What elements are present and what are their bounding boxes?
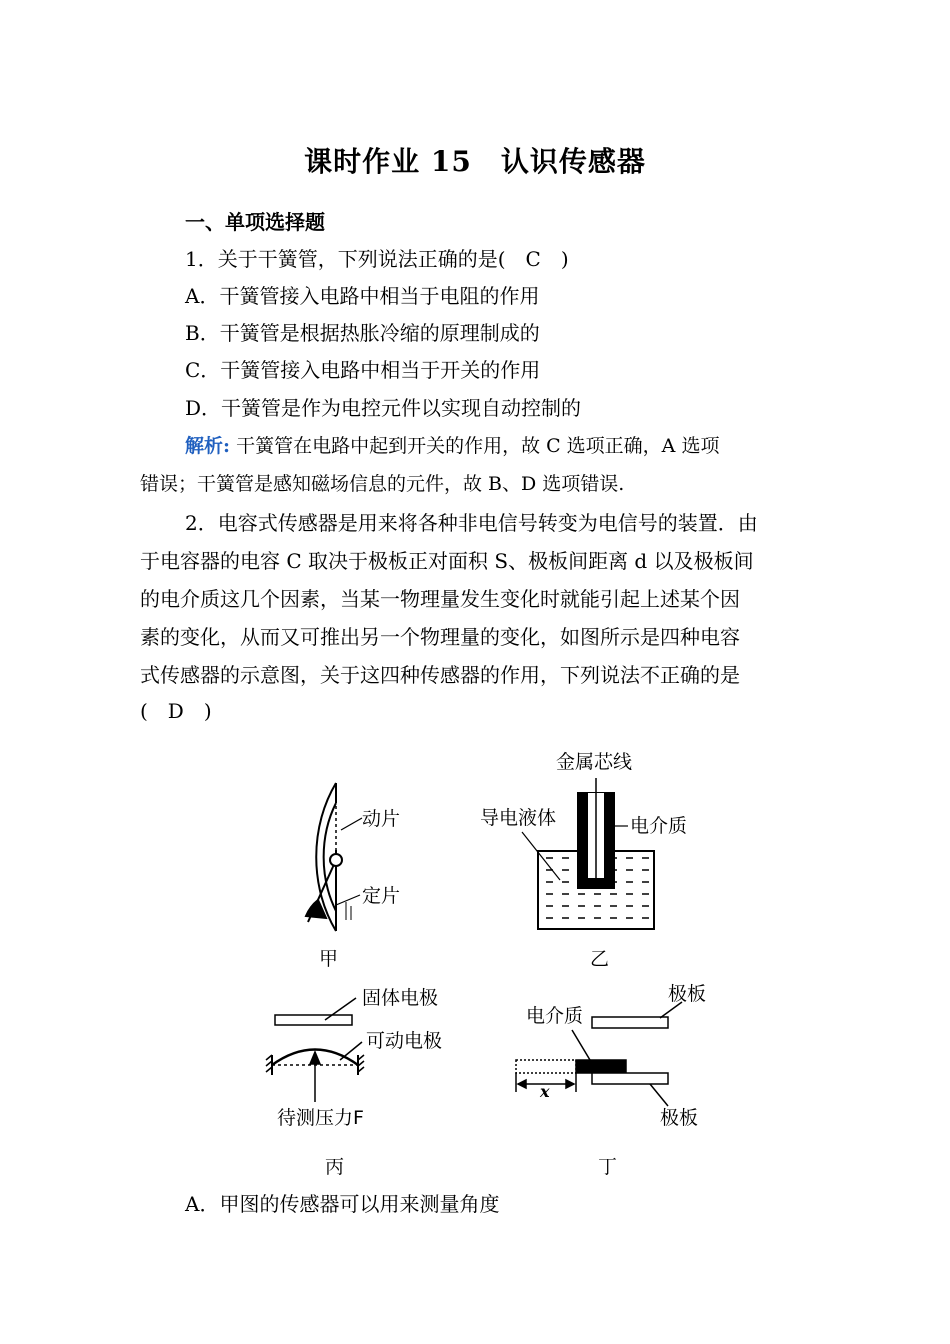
- ding-x-label: x: [540, 1082, 550, 1101]
- q2-option-a: A．甲图的传感器可以用来测量角度: [185, 1192, 500, 1216]
- q1-option-b: B．干簧管是根据热胀冷缩的原理制成的: [185, 321, 540, 345]
- q2-line-5: 式传感器的示意图，关于这四种传感器的作用，下列说法不正确的是: [140, 663, 740, 687]
- q1-analysis: [185, 428, 812, 464]
- q1-option-c: C．干簧管接入电路中相当于开关的作用: [185, 358, 541, 382]
- jia-moving-label: 动片: [362, 808, 401, 830]
- bing-solid-label: 固体电极: [362, 987, 439, 1009]
- page-title: 课时作业 15 认识传感器: [304, 145, 646, 178]
- bing-caption: 丙: [325, 1156, 345, 1178]
- q2-line-6: ( D ): [140, 699, 212, 723]
- yi-caption: 乙: [590, 948, 610, 970]
- q2-line-2: 于电容器的电容 C 取决于极板正对面积 S、极板间距离 d 以及极板间: [140, 549, 754, 573]
- diagram-ding: [516, 1002, 682, 1106]
- ding-plate-bottom-label: 极板: [660, 1107, 699, 1129]
- yi-core-label: 金属芯线: [556, 751, 633, 773]
- analysis-label: 解析:: [185, 435, 231, 457]
- q1-option-a: A．干簧管接入电路中相当于电阻的作用: [185, 284, 540, 308]
- jia-caption: 甲: [319, 948, 339, 970]
- diagram-yi: [522, 778, 654, 929]
- bing-force-label: 待测压力F: [277, 1107, 364, 1129]
- q2-line-3: 的电介质这几个因素，当某一物理量发生变化时就能引起上述某个因: [140, 587, 740, 611]
- section-heading: 一、单项选择题: [185, 210, 325, 234]
- analysis-line1: 干簧管在电路中起到开关的作用，故 C 选项正确，A 选项: [236, 435, 720, 457]
- ding-dielectric-label: 电介质: [526, 1005, 584, 1027]
- q1-option-d: D．干簧管是作为电控元件以实现自动控制的: [185, 396, 582, 420]
- ding-caption: 丁: [598, 1156, 618, 1178]
- ding-plate-top-label: 极板: [668, 983, 707, 1005]
- diagram-bing: [266, 998, 364, 1102]
- bing-movable-label: 可动电极: [366, 1030, 443, 1052]
- q2-line-1: 2．电容式传感器是用来将各种非电信号转变为电信号的装置．由: [185, 511, 758, 535]
- yi-dielectric-label: 电介质: [630, 815, 688, 837]
- analysis-line2: 错误；干簧管是感知磁场信息的元件，故 B、D 选项错误.: [140, 473, 625, 495]
- q1-stem: 1．关于干簧管，下列说法正确的是( C ): [185, 247, 569, 271]
- diagram-jia: [306, 783, 362, 931]
- yi-liquid-label: 导电液体: [480, 807, 557, 829]
- q2-line-4: 素的变化，从而又可推出另一个物理量的变化，如图所示是四种电容: [140, 625, 740, 649]
- jia-fixed-label: 定片: [362, 885, 401, 907]
